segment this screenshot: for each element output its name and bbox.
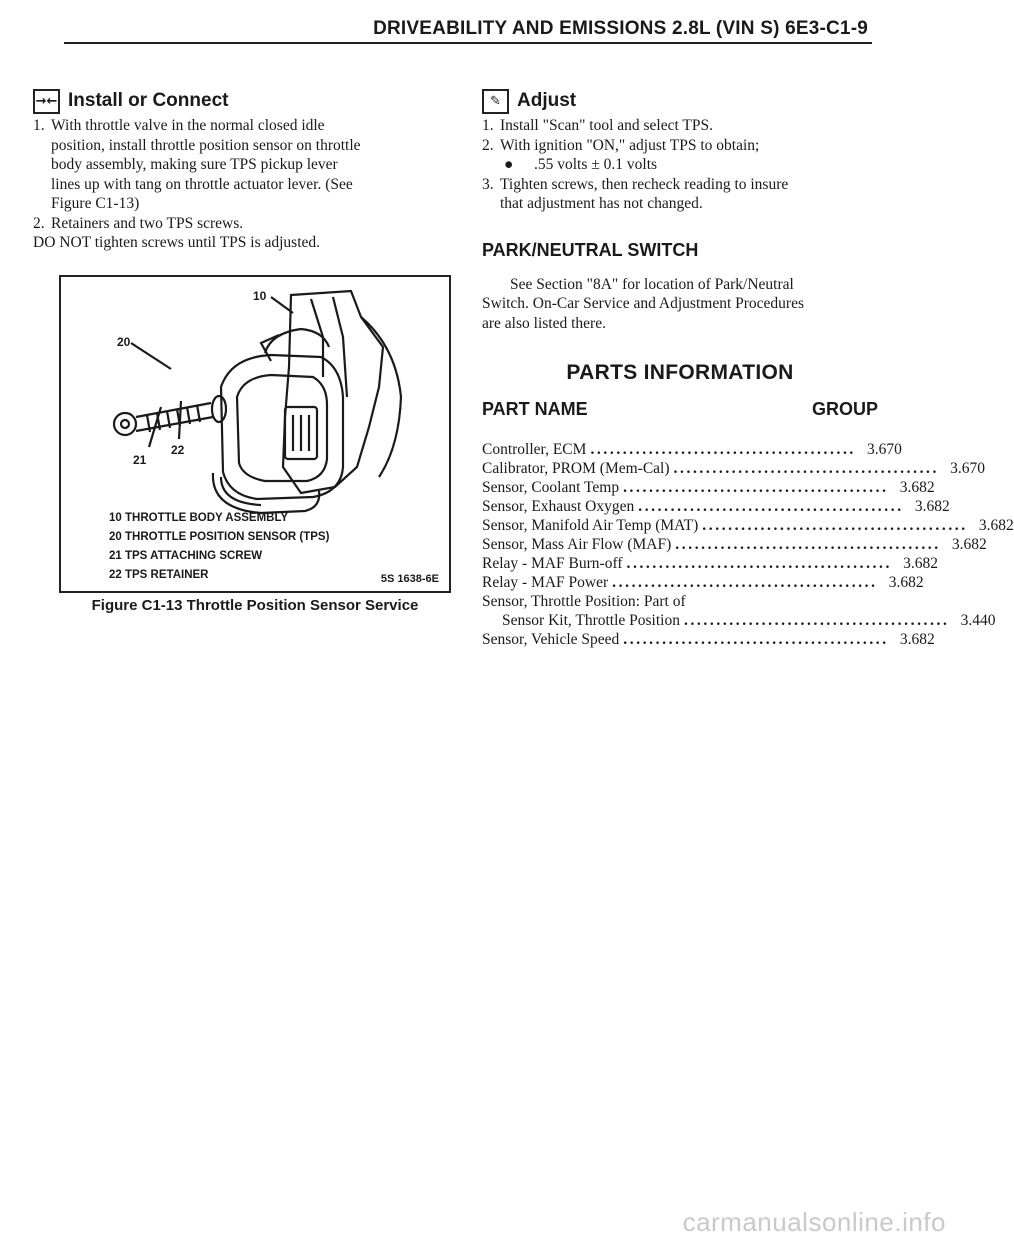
- callout-21: 21: [133, 452, 147, 467]
- adjust-title: Adjust: [517, 90, 577, 111]
- list-item: Calibrator, PROM (Mem-Cal) ......................................... 3.670: [482, 460, 985, 477]
- list-item: Sensor, Throttle Position: Part of: [482, 593, 686, 610]
- group-header: GROUP: [811, 399, 878, 419]
- install-step-2: 2. Retainers and two TPS screws.: [33, 214, 244, 232]
- figure-legend: 10 THROTTLE BODY ASSEMBLY 20 THROTTLE POSITION SENSOR (TPS) 21 TPS ATTACHING SCREW 22 TPS RETAINER: [109, 511, 330, 581]
- figure-code: 5S 1638-6E: [380, 572, 439, 585]
- bullet-icon: ●: [504, 156, 514, 173]
- callout-20: 20: [117, 334, 131, 349]
- install-note: DO NOT tighten screws until TPS is adjusted.: [33, 234, 321, 251]
- list-item: Sensor, Vehicle Speed ......................................... 3.682: [482, 631, 935, 648]
- park-neutral-body: See Section "8A" for location of Park/Neutral Switch. On-Car Service and Adjustment Procedures are also listed there.: [482, 275, 804, 332]
- install-title: Install or Connect: [68, 90, 229, 111]
- parts-list: [482, 440, 1014, 649]
- adjust-bullet: ● .55 volts ± 0.1 volts: [482, 155, 878, 175]
- figure-caption: Figure C1-13 Throttle Position Sensor Service: [91, 596, 419, 614]
- parts-column-headers: [482, 399, 878, 420]
- list-item: Sensor, Coolant Temp ......................................... 3.682: [482, 479, 935, 496]
- adjust-step-3: 3. Tighten screws, then recheck reading to insure that adjustment has not changed.: [482, 175, 789, 212]
- list-item: Sensor, Exhaust Oxygen ......................................... 3.682: [482, 498, 950, 515]
- list-item: Relay - MAF Burn-off ......................................... 3.682: [482, 555, 938, 572]
- list-item: Sensor Kit, Throttle Position ......................................... 3.440: [502, 612, 996, 629]
- list-item: Sensor, Manifold Air Temp (MAT) ......................................... 3.682: [482, 517, 1014, 534]
- install-heading: [33, 86, 461, 116]
- install-steps: [33, 116, 461, 233]
- adjust-heading: [482, 86, 878, 116]
- right-column: [482, 86, 1014, 649]
- install-step-1: 1. With throttle valve in the normal closed idle position, install throttle position sensor on throttle body assembly, making sure TPS pickup lever lines up with tang on throttle actuator lever. (See Figure C1-13): [33, 117, 361, 212]
- adjust-step-1: 1. Install "Scan" tool and select TPS.: [482, 117, 713, 134]
- parts-information-heading: PARTS INFORMATION: [566, 361, 794, 384]
- callout-22: 22: [171, 442, 185, 457]
- part-name-header: PART NAME: [482, 399, 588, 419]
- site-watermark: carmanualsonline.info: [682, 1207, 946, 1237]
- header-rule: [64, 42, 872, 44]
- list-item: Relay - MAF Power ......................................... 3.682: [482, 574, 924, 591]
- park-neutral-heading: PARK/NEUTRAL SWITCH: [482, 239, 699, 260]
- arrows-icon: →←: [33, 89, 60, 114]
- left-column: [33, 86, 461, 614]
- page-header-title: DRIVEABILITY AND EMISSIONS 2.8L (VIN S) 6E3-C1-9: [373, 18, 868, 39]
- adjust-steps: [482, 116, 878, 214]
- list-item: Controller, ECM ......................................... 3.670: [482, 441, 902, 458]
- adjust-step-2: 2. With ignition "ON," adjust TPS to obtain;: [482, 136, 760, 154]
- wrench-icon: ✎: [482, 89, 509, 114]
- throttle-sensor-figure: [59, 275, 451, 593]
- list-item: Sensor, Mass Air Flow (MAF) ......................................... 3.682: [482, 536, 987, 553]
- callout-10: 10: [253, 288, 267, 303]
